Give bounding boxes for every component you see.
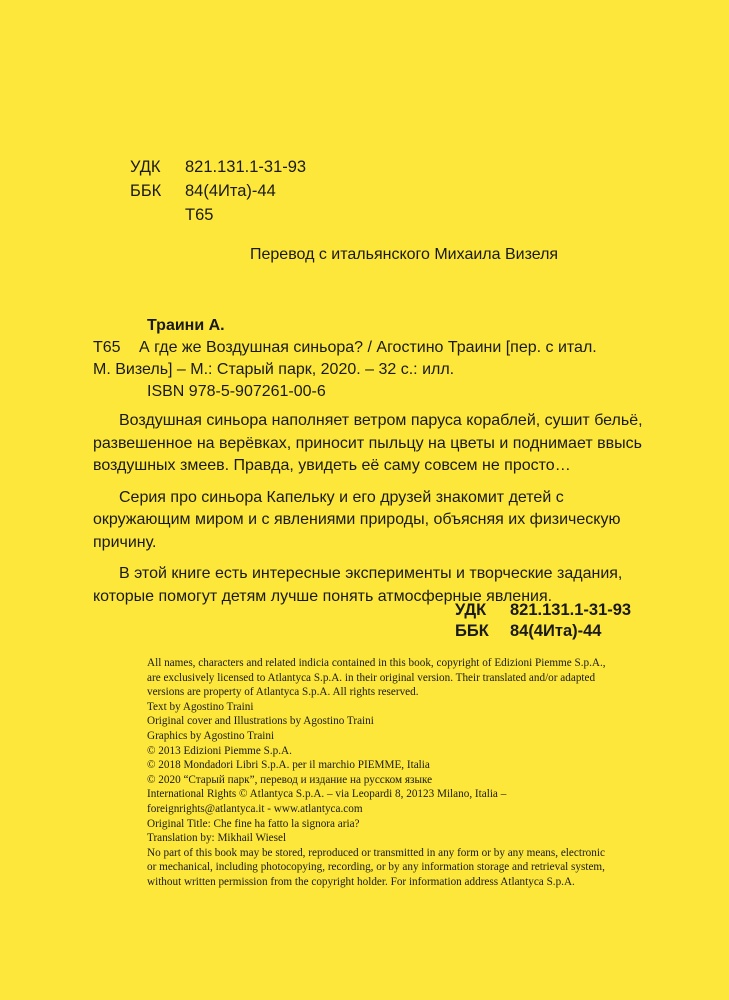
annotation [93, 410, 653, 608]
legal-line: versions are property of Atlantyca S.p.A. All rights reserved. [147, 686, 419, 699]
legal-line: International Rights © Atlantyca S.p.A. – via Leopardi 8, 20123 Milano, Italia – [147, 788, 507, 801]
legal-line: © 2020 “Старый парк”, перевод и издание на русском языке [147, 773, 433, 786]
bbk-row [130, 179, 306, 203]
legal-line: Original Title: Che fine ha fatto la signora aria? [147, 817, 360, 830]
legal-line: foreignrights@atlantyca.it - www.atlantyca.com [147, 802, 363, 815]
annotation-paragraph: В этой книге есть интересные эксперименты и творческие задания, которые помогут детям лучше понять атмосферные явления. [93, 565, 623, 605]
legal-notice [147, 656, 667, 890]
bbk-label: ББК [130, 182, 162, 200]
legal-line: Graphics by Agostino Traini [147, 729, 275, 742]
legal-line: All names, characters and related indicia contained in this book, copyright of Edizioni Piemme S.p.A., [147, 657, 606, 669]
legal-line: Text by Agostino Traini [147, 700, 254, 713]
udk-value: 821.131.1-31-93 [185, 158, 307, 176]
bib-line-1: А где же Воздушная синьора? / Агостино Траини [пер. с итал. [139, 339, 597, 356]
udk-bold-value: 821.131.1-31-93 [510, 601, 632, 619]
legal-line: © 2013 Edizioni Piemme S.p.A. [147, 744, 292, 757]
udk-row [130, 155, 306, 179]
legal-line: No part of this book may be stored, reproduced or transmitted in any form or by any means, electronic [147, 846, 605, 859]
legal-line: © 2018 Mondadori Libri S.p.A. per il marchio PIEMME, Italia [147, 759, 430, 772]
bibliographic-record [93, 315, 653, 403]
bib-isbn: ISBN 978-5-907261-00-6 [147, 383, 326, 400]
udk-label: УДК [130, 158, 161, 176]
legal-line: or mechanical, including photocopying, recording, or by any information storage and retrieval system, [147, 861, 605, 874]
bbk-bold-row [455, 621, 631, 642]
author-mark: Т65 [185, 206, 214, 224]
annotation-paragraph: Воздушная синьора наполняет ветром паруса кораблей, сушит бельё, развешенное на верёвках, приносит пыльцу на цветы и поднимает ввысь воздушных змеев. Правда, увидеть её саму совсем не просто… [93, 412, 643, 474]
udk-bold-row [455, 600, 631, 621]
bib-author: Траини А. [147, 317, 225, 334]
classification-block [130, 155, 306, 227]
bbk-bold-label: ББК [455, 622, 489, 640]
bib-line-2: М. Визель] – М.: Старый парк, 2020. – 32 с.: илл. [93, 361, 455, 378]
bib-code: Т65 [93, 339, 121, 356]
bbk-value: 84(4Ита)-44 [185, 182, 276, 200]
legal-line: Translation by: Mikhail Wiesel [147, 832, 287, 845]
bib-title-row [93, 337, 653, 359]
legal-line: Original cover and Illustrations by Agostino Traini [147, 715, 374, 728]
legal-line: are exclusively licensed to Atlantyca S.p.A. in their original version. Their translated and/or adapted [147, 671, 596, 684]
translator-line: Перевод с итальянского Михаила Визеля [250, 246, 559, 263]
bbk-bold-value: 84(4Ита)-44 [510, 622, 602, 640]
udk-bold-label: УДК [455, 601, 487, 619]
annotation-paragraph: Серия про синьора Капельку и его друзей знакомит детей с окружающим миром и с явлениями природы, объясняя их физическую причину. [93, 488, 621, 551]
classification-bold-block [455, 600, 631, 642]
legal-line: without written permission from the copyright holder. For information address Atlantyca S.p.A. [147, 875, 575, 888]
